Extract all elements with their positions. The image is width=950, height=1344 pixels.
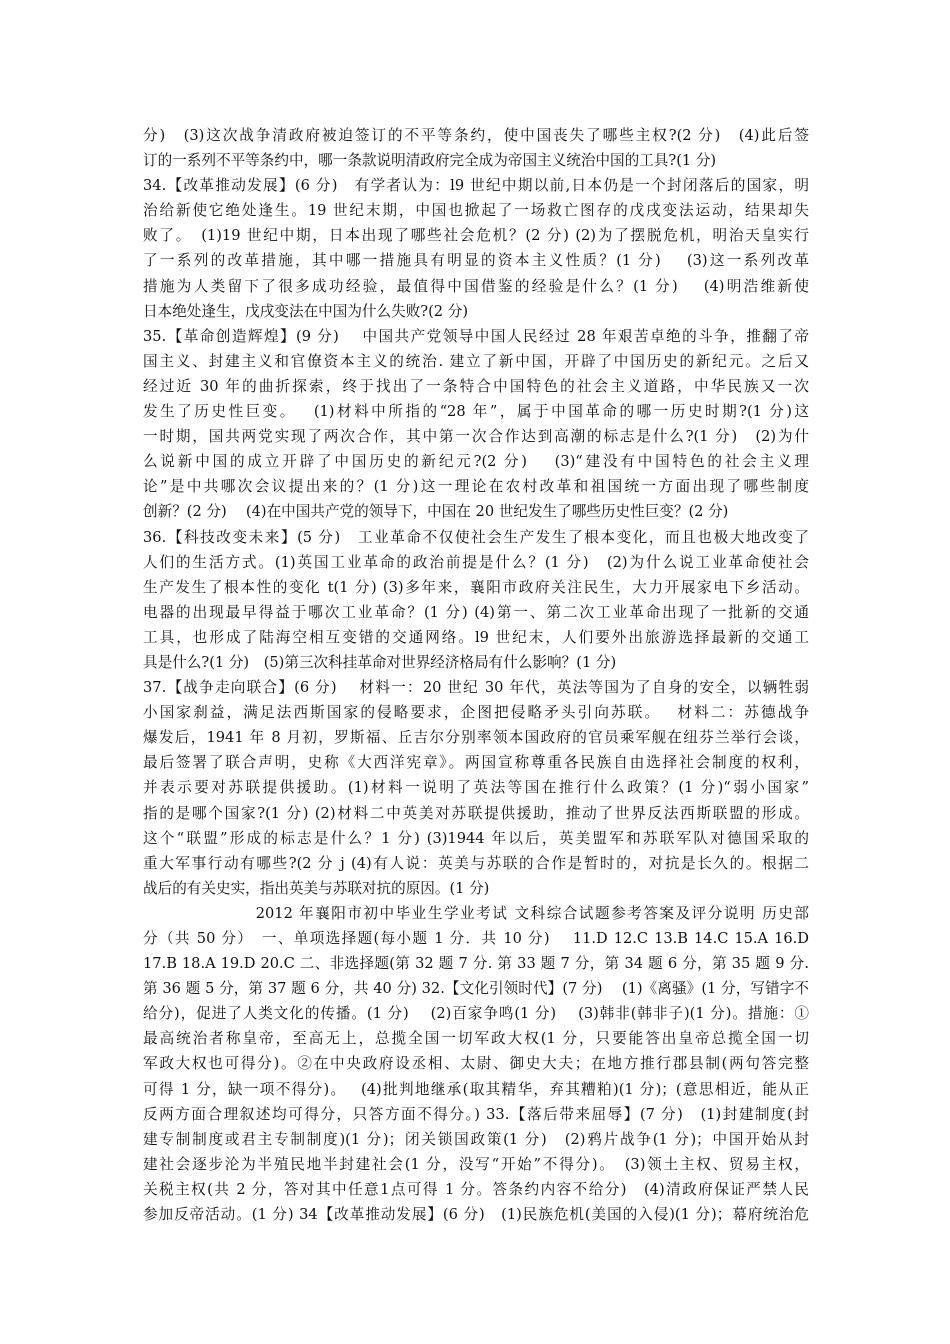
text-line: 小国家刹益，满足法西斯国家的侵略要求，企图把侵略矛头引向苏联。 材料二：苏德战争 [143, 704, 809, 722]
text-line: 了一系列的改革措施，其中哪一措施具有明显的资本主义性质？(1 分) (3)这一系列改革 [143, 252, 809, 270]
text-line: 爆发后，1941 年 8 月初，罗斯福、丘吉尔分别率领本国政府的官员乘军舰在纽芬兰举行会谈， [143, 729, 809, 747]
text-line: 败了。 (1)19 世纪中期，日本出现了哪些社会危机？(2 分) (2)为了摆脱危机，明治天皇实行 [143, 227, 809, 245]
text-line: 36.【科技改变未来】(5 分) 工业革命不仅使社会生产发生了根本变化，而且也极大地改变了 [143, 528, 809, 546]
text-line: 分（共 50 分） 一、单项选择题(每小题 1 分．共 10 分) 11.D 12.C 13.B 14.C 15.A 16.D [143, 930, 809, 947]
text-line: 35.【革命创造辉煌】(9 分) 中国共产党领导中国人民经过 28 年艰苦卓绝的斗争，推翻了帝 [143, 327, 809, 345]
text-line: 订的一系列不平等条约中，哪一条款说明清政府完全成为帝国主义统治中国的工具?(1 分) [143, 152, 717, 170]
text-line: 分) (3)这次战争清政府被迫签订的不平等条约，使中国丧失了哪些主权?(2 分) (4)此后签 [143, 127, 809, 144]
text-line: 参加反帝活动。(1 分) 34【改革推动发展】(6 分) (1)民族危机(美国的入侵)(1 分)；幕府统治危 [143, 1206, 809, 1224]
text-line: 37.【战争走向联合】(6 分) 材料一：20 世纪 30 年代，英法等国为了自身的安全，以辆牲弱 [143, 679, 809, 697]
text-line: 第 36 题 5 分，第 37 题 6 分，共 40 分) 32.【文化引领时代】(7 分) (1)《离骚》(1 分，写错字不 [143, 980, 809, 998]
text-line: 措施为人类留下了很多成功经验，最值得中国借鉴的经验是什么？(1 分) (4)明浩维新使 [143, 277, 809, 295]
text-line: 治给新使它绝处逢生。19 世纪末期，中国也掀起了一场救亡图存的戊戌变法运动，结果却失 [143, 202, 809, 220]
text-line: 战后的有关史实，指出英美与苏联对抗的原因。(1 分) [143, 879, 490, 897]
text-line: 这个“联盟”形成的标志是什么？1 分) (3)1944 年以后，英美盟军和苏联军队对德国采取的 [143, 829, 809, 847]
text-line: 指的是哪个国家?(1 分) (2)材料二中英美对苏联提供援助，推动了世界反法西斯联盟的形成。 [143, 804, 809, 822]
text-line: 日本绝处逢生，戊戌变法在中国为什么失败?(2 分) [143, 302, 469, 320]
text-line: 并表示要对苏联提供援助。(1)材料一说明了英法等国在推行什么政策？(1 分)“弱小国家” [143, 779, 809, 797]
text-line: 2012 年襄阳市初中毕业生学业考试 文科综合试题参考答案及评分说明 历史部 [143, 904, 809, 922]
text-line: 关税主权(共 2 分，答对其中任意1点可得 1 分。答条约内容不给分) (4)清政府保证严禁人民 [143, 1180, 809, 1198]
text-line: 论”是中共哪次会议提出来的？(1 分)这一理论在农村改革和祖国统一方面出现了哪些制度 [143, 478, 809, 496]
text-line: 么说新中国的成立开辟了中国历史的新纪元?(2 分) (3)“建没有中国特色的社会主义理 [143, 453, 809, 471]
text-line: 经过近 30 年的曲折探索，终于找出了一条特合中国特色的社会主义道路，中华民族又一次 [143, 377, 809, 395]
text-line: 军政大权也可得分)。②在中央政府设丞相、太尉、御史大夫；在地方推行郡县制(两句答完整 [143, 1055, 809, 1073]
text-line: 反两方面合理叙述均可得分，只答方面不得分。) 33.【落后带来屈辱】(7 分) (1)封建制度(封 [143, 1105, 809, 1123]
text-line: 最高统治者称皇帝，至高无上，总揽全国一切军政大权(1 分，只要能答出皇帝总揽全国一切 [143, 1030, 809, 1048]
text-line: 重大军事行动有哪些?(2 分 j (4)有人说：英美与苏联的合作是暂时的，对抗是长久的。根据二 [143, 854, 809, 872]
text-line: 具是什么?(1 分) (5)第三次科挂革命对世界经济格局有什么影响？(1 分) [143, 653, 617, 671]
text-line: 创新？(2 分) (4)在中国共产党的领导下，中国在 20 世纪发生了哪些历史性巨变？(2 分) [143, 503, 729, 521]
text-line: 人们的生活方式。(1)英国工业革命的政治前提是什么？(1 分) (2)为什么说工业革命使社会 [143, 553, 809, 571]
text-line: 发生了历史性巨变。 (1)材料中所指的“28 年”，属于中国革命的哪一历史时期?(1 分)这 [143, 403, 809, 421]
text-line: 最后签署了联合声明，史称《大西洋宪章》。两国宣称尊重各民族自由选择社会制度的权利， [143, 754, 809, 772]
text-line: 一时期，国共两党实现了两次合作，其中第一次合作达到高潮的标志是什么?(1 分) (2)为什 [143, 428, 809, 446]
text-line: 工具，也形成了陆海空相互变错的交通网络。l9 世纪末，人们要外出旅游选择最新的交通工 [143, 628, 809, 646]
document-body [143, 123, 809, 1227]
text-line: 34.【改革推动发展】(6 分) 有学者认为：l9 世纪中期以前,日本仍是一个封闭落后的国家，明 [143, 177, 809, 195]
text-line: 国主义、封建主义和官僚资本主义的统治. 建立了新中国，开辟了中国历史的新纪元。之后又 [143, 352, 809, 370]
text-line: 生产发生了根本性的变化 t(1 分) (3)多年来，襄阳市政府关注民生，大力开展家电下乡活动。 [143, 578, 809, 596]
text-line: 可得 1 分，缺一项不得分)。 (4)批判地继承(取其精华，弃其糟粕)(1 分)；(意思相近，能从正 [143, 1080, 809, 1098]
text-line: 建社会逐步沦为半殖民地半封建社会(1 分，没写“开始”不得分)。 (3)领土主权、贸易主权， [143, 1155, 809, 1173]
text-line: 建专制制度或君主专制制度)(1 分)；闭关锁国政策(1 分) (2)鸦片战争(1 分)；中国开始从封 [143, 1130, 809, 1148]
text-line: 电器的出现最早得益于哪次工业革命？(1 分) (4)第一、第二次工业革命出现了一批新的交通 [143, 603, 809, 621]
text-line: 17.B 18.A 19.D 20.C 二、非选择题(第 32 题 7 分. 第 33 题 7 分，第 34 题 6 分，第 35 题 9 分. [143, 955, 809, 973]
text-line: 给分)，促进了人类文化的传播。(1 分) (2)百家争鸣(1 分) (3)韩非(韩非子)(1 分)。措施：① [143, 1005, 809, 1023]
